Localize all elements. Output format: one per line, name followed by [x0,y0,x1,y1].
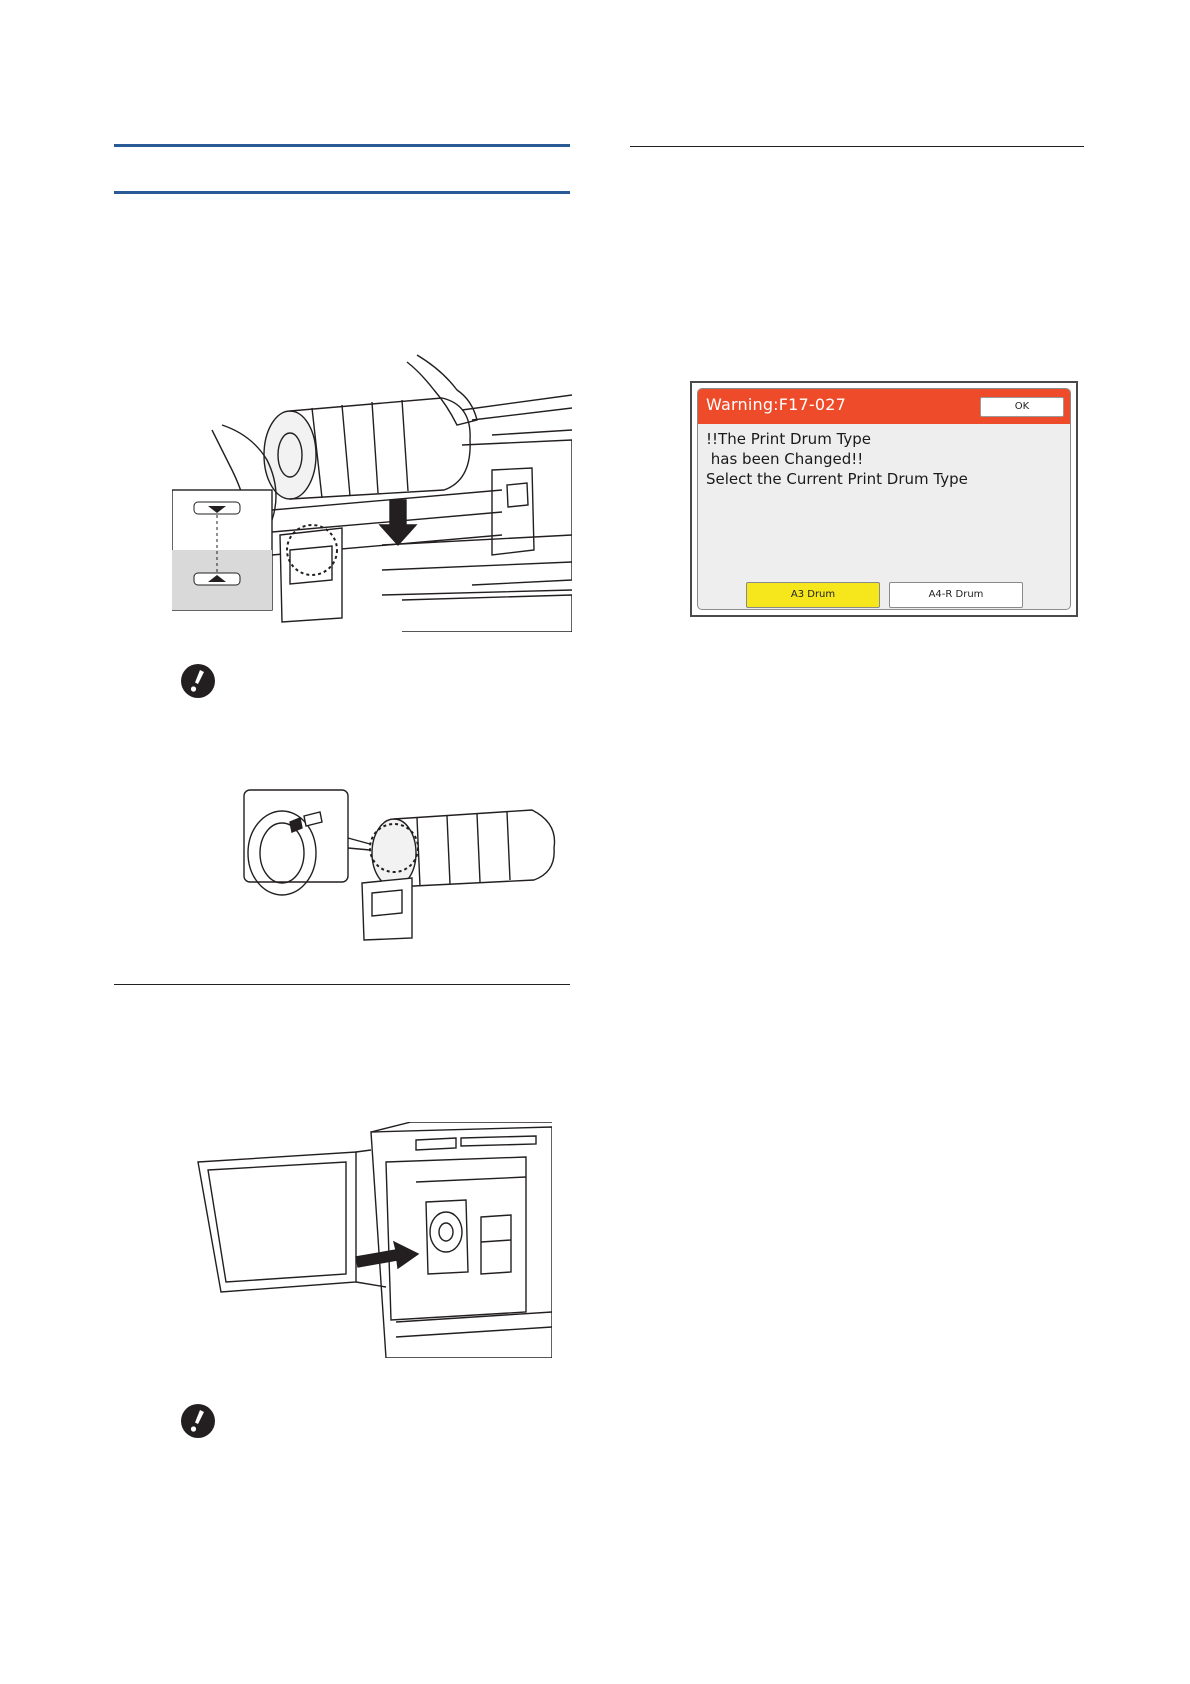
a3-drum-button[interactable]: A3 Drum [746,582,880,608]
drum-alignment-illustration [242,788,560,942]
caution-icon [180,663,216,699]
a4r-drum-button[interactable]: A4-R Drum [889,582,1023,608]
step-divider [114,984,570,985]
caution-icon [180,1403,216,1439]
section-rule-top [114,144,570,147]
dialog-message-line1: !!The Print Drum Type [706,430,872,448]
dialog-message-line2: has been Changed!! [706,450,864,468]
warning-dialog [690,381,1078,617]
dialog-header [698,389,1070,424]
drum-insertion-illustration [172,350,572,632]
dialog-panel [697,388,1071,610]
dialog-message-line3: Select the Current Print Drum Type [706,470,968,488]
right-column-rule [630,146,1084,147]
section-rule-bottom [114,191,570,194]
dialog-title: Warning:F17-027 [706,395,847,414]
ok-button[interactable]: OK [980,397,1064,417]
machine-front-door-illustration [196,1122,552,1358]
